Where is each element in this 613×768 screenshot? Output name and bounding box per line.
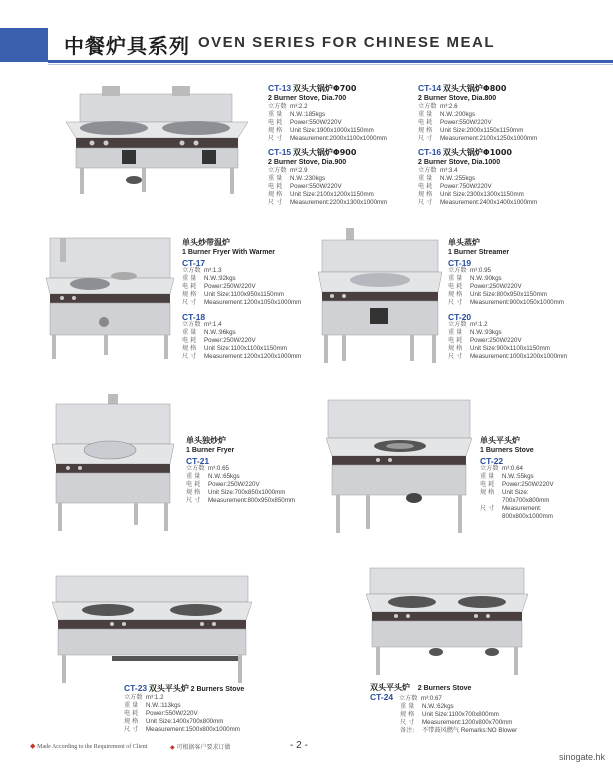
spec-row: 立方数 m³:1.2 — [448, 321, 488, 328]
footer-note-cn: ◆ 可根据客户要求订做 — [170, 744, 231, 751]
product-code: CT-13 — [268, 83, 292, 93]
spec-row: 立方数 m³:1.2 — [124, 694, 164, 701]
spec-row: 立方数 m³:3.4 — [418, 167, 458, 174]
product-code: CT-17 — [182, 258, 206, 268]
spec-row: 尺 寸 Measurement:2100x1250x1000mm — [418, 135, 538, 142]
product-title-cn: 单头平头炉 — [480, 436, 520, 445]
site-watermark: sinogate.hk — [558, 752, 605, 762]
spec-ct15 — [268, 148, 387, 207]
spec-row: 规 格 Unit Size:900x1100x1150mm — [448, 345, 550, 352]
spec-row: 立方数 m³:0.67 — [398, 695, 442, 702]
header-title-cn: 中餐炉具系列 — [64, 34, 190, 58]
spec-row: 规 格 Unit Size:2300x1300x1150mm — [418, 191, 524, 198]
spec-row: 尺 寸 Measurement:2000x1100x1000mm — [268, 135, 387, 142]
spec-row: 重 量 N.W.:92kgs — [182, 275, 236, 282]
product-title-cn: 双头大锅炉Φ800 — [442, 84, 507, 93]
spec-row: 重 量 N.W.:65kgs — [186, 473, 240, 480]
product-title-en: 2 Burners Stove — [417, 685, 472, 692]
footer-note-en: ◆ Made According to the Requirement of Client — [30, 742, 148, 750]
spec-ct14 — [418, 84, 537, 143]
spec-row: 立方数 m³:0.95 — [448, 267, 491, 274]
product-title-en: 2 Burner Stove, Dia.700 — [268, 95, 347, 102]
stove-image-ct21 — [50, 394, 180, 534]
spec-row: 800x800x1000mm — [502, 513, 553, 520]
stove-image-ct22 — [326, 398, 472, 536]
spec-row: 700x700x800mm — [502, 497, 550, 504]
stove-image-ct23 — [52, 574, 252, 684]
header-rule-thin — [48, 64, 613, 65]
product-code: CT-20 — [448, 312, 472, 322]
spec-row: 电 耗 Power:750W/220V — [418, 183, 492, 190]
spec-row: 规 格 Unit Size:800x950x1150mm — [448, 291, 547, 298]
product-title-cn: 双头平头炉 — [148, 684, 189, 693]
product-code: CT-16 — [418, 147, 442, 157]
spec-row: 尺 寸 Measurement:1200x800x700mm — [400, 719, 513, 726]
product-code: CT-15 — [268, 147, 292, 157]
diamond-icon: ◆ — [30, 742, 38, 750]
stove-image-ct24 — [366, 566, 528, 678]
spec-row: 重 量 N.W.:113kgs — [124, 702, 181, 709]
spec-row: 立方数 m³:2.6 — [418, 103, 458, 110]
spec-row: 重 量 N.W.:62kgs — [400, 703, 454, 710]
spec-row: 立方数 m³:1.3 — [182, 267, 222, 274]
spec-row: 规 格 Unit Size:1900x1000x1150mm — [268, 127, 374, 134]
spec-row: 电 耗 Power:550W/220V — [268, 119, 342, 126]
spec-row: 电 耗 Power:550W/220V — [268, 183, 342, 190]
spec-row: 立方数 m³:2.2 — [268, 103, 308, 110]
spec-row: 电 耗 Power:250W/220V — [182, 283, 256, 290]
product-title-cn: 双头平头炉 — [370, 683, 410, 692]
product-title-en: 2 Burner Stove, Dia.800 — [418, 95, 497, 102]
spec-row: 重 量 N.W.:200kgs — [418, 111, 476, 118]
spec-row: 尺 寸 Measurement:1000x1200x1000mm — [448, 353, 568, 360]
header-rule — [48, 60, 613, 63]
spec-row: 尺 寸 Measurement:800x950x850mm — [186, 497, 296, 504]
spec-row: 规 格 Unit Size:2100x1200x1150mm — [268, 191, 374, 198]
spec-ct23 — [124, 684, 244, 734]
spec-row: 尺 寸 Measurement:900x1050x1000mm — [448, 299, 564, 306]
spec-row: 电 耗 Power:250W/220V — [186, 481, 260, 488]
spec-ct19 — [448, 238, 567, 361]
group-title-en: 1 Burner Streamer — [448, 249, 510, 256]
spec-row: 电 耗 Power:250W/220V — [448, 337, 522, 344]
spec-row: 重 量 N.W.:230kgs — [268, 175, 326, 182]
spec-ct24 — [370, 684, 517, 735]
product-title-en: 1 Burners Stove — [480, 447, 534, 454]
spec-row: 规 格 Unit Size:1100x700x800mm — [400, 711, 499, 718]
spec-row: 电 耗 Power:550W/220V — [124, 710, 198, 717]
product-code: CT-24 — [370, 692, 394, 702]
spec-row: 电 耗 Power:250W/220V — [480, 481, 554, 488]
spec-row: 尺 寸 Measurement:1200x1200x1000mm — [182, 353, 302, 360]
spec-ct21 — [186, 436, 295, 505]
page-header — [0, 0, 613, 72]
product-code: CT-18 — [182, 312, 206, 322]
product-code: CT-21 — [186, 456, 210, 466]
stove-image-ct13 — [62, 84, 252, 196]
product-title-cn: 双头大锅炉Φ900 — [292, 148, 357, 157]
spec-row: 电 耗 Power:250W/220V — [448, 283, 522, 290]
spec-row: 尺 寸 Measurement:2400x1400x1000mm — [418, 199, 538, 206]
spec-row: 尺 寸 Measurement:1200x1050x1000mm — [182, 299, 302, 306]
spec-row: 重 量 N.W.:55kgs — [480, 473, 534, 480]
spec-ct13 — [268, 84, 387, 143]
spec-row: 尺 寸 Measurement:2200x1300x1000mm — [268, 199, 388, 206]
spec-row: 立方数 m³:1.4 — [182, 321, 222, 328]
spec-row: 重 量 N.W.:96kgs — [182, 329, 236, 336]
header-title-en: OVEN SERIES FOR CHINESE MEAL — [198, 34, 496, 51]
spec-ct16 — [418, 148, 537, 207]
product-code: CT-23 — [124, 683, 148, 693]
product-code: CT-19 — [448, 258, 472, 268]
product-title-cn: 双头大锅炉Φ700 — [292, 84, 357, 93]
product-title-en: 1 Burner Fryer — [186, 447, 235, 454]
spec-row: 立方数 m³:0.65 — [186, 465, 229, 472]
stove-image-ct17 — [44, 234, 176, 362]
spec-row: 备注: 不带鼓风燃气 Remarks:NO Blower — [400, 727, 518, 734]
spec-row: 规 格 Unit Size:700x850x1000mm — [186, 489, 286, 496]
spec-row: 规 格 Unit Size:2000x1150x1150mm — [418, 127, 524, 134]
spec-row: 立方数 m³:2.9 — [268, 167, 308, 174]
spec-row: 尺 寸 Measurement:1500x800x1000mm — [124, 726, 240, 733]
spec-row: 规 格 Unit Size:1100x950x1150mm — [182, 291, 284, 298]
spec-row: 规 格 Unit Size:1100x1100x1150mm — [182, 345, 287, 352]
spec-row: 规 格 Unit Size:1400x700x800mm — [124, 718, 224, 725]
spec-row: 尺 寸 Measurement: — [480, 505, 542, 512]
spec-row: 重 量 N.W.:185kgs — [268, 111, 326, 118]
spec-row: 重 量 N.W.:90kgs — [448, 275, 502, 282]
spec-row: 立方数 m³:0.64 — [480, 465, 523, 472]
stove-image-ct19 — [318, 228, 442, 366]
group-title-cn: 单头蒸炉 — [448, 238, 480, 247]
product-title-en: 2 Burners Stove — [190, 686, 245, 693]
product-title-cn: 双头大锅炉Φ1000 — [442, 148, 512, 157]
spec-row: 重 量 N.W.:93kgs — [448, 329, 502, 336]
header-accent-block — [0, 28, 48, 62]
spec-row: 电 耗 Power:250W/220V — [182, 337, 256, 344]
spec-ct17 — [182, 238, 301, 361]
product-title-en: 2 Burner Stove, Dia.1000 — [418, 159, 501, 166]
group-title-en: 1 Burner Fryer With Warmer — [182, 249, 276, 256]
group-title-cn: 单头炒带温炉 — [182, 238, 230, 247]
spec-row: 重 量 N.W.:255kgs — [418, 175, 476, 182]
spec-ct22 — [480, 436, 554, 521]
spec-row: 电 耗 Power:550W/220V — [418, 119, 492, 126]
product-title-cn: 单头独炒炉 — [186, 436, 226, 445]
spec-row: 规 格 Unit Size: — [480, 489, 529, 496]
product-code: CT-14 — [418, 83, 442, 93]
page-number: - 2 - — [290, 740, 308, 751]
product-code: CT-22 — [480, 456, 504, 466]
product-title-en: 2 Burner Stove, Dia.900 — [268, 159, 347, 166]
diamond-icon: ◆ — [170, 744, 177, 751]
